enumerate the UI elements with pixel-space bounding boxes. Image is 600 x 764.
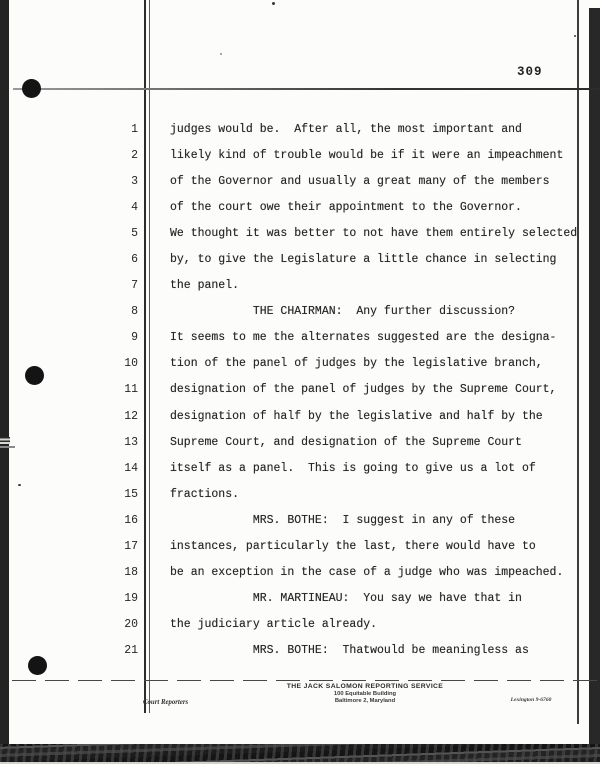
transcript-line (0, 430, 600, 456)
transcript-line (0, 351, 600, 377)
line-text: be an exception in the case of a judge who was impeached. (170, 565, 564, 579)
line-number: 18 (124, 565, 138, 579)
scan-speck (220, 53, 222, 55)
line-number: 15 (124, 487, 138, 501)
line-text: MR. MARTINEAU: You say we have that in (170, 591, 522, 605)
transcript-line (0, 456, 600, 482)
transcript-body (0, 117, 600, 664)
reporting-service-name: THE JACK SALOMON REPORTING SERVICE (286, 683, 444, 690)
line-text: the panel. (170, 279, 240, 293)
transcript-line (0, 534, 600, 560)
scan-speck (272, 2, 275, 5)
line-text: the judiciary article already. (170, 617, 378, 631)
scan-noise-band (0, 744, 600, 762)
page-number: 309 (517, 65, 543, 79)
transcript-line (0, 560, 600, 586)
line-number: 12 (124, 409, 138, 423)
line-number: 11 (124, 383, 138, 397)
line-text: THE CHAIRMAN: Any further discussion? (170, 305, 516, 319)
reporting-service-address1: 100 Equitable Building (333, 691, 397, 697)
transcript-line (0, 586, 600, 612)
line-number: 20 (124, 617, 138, 631)
line-number: 2 (131, 149, 138, 163)
transcript-line (0, 508, 600, 534)
transcript-line (0, 247, 600, 273)
line-number: 3 (131, 175, 138, 189)
line-text: designation of half by the legislative and half by the (170, 409, 543, 423)
line-text: by, to give the Legislature a little chance in selecting (170, 253, 557, 267)
line-text: It seems to me the alternates suggested are the designa- (170, 331, 557, 345)
phone-number: Lexington 9-6760 (510, 697, 552, 703)
line-number: 21 (124, 643, 138, 657)
line-number: 10 (124, 357, 138, 371)
line-number: 17 (124, 539, 138, 553)
line-number: 5 (131, 227, 138, 241)
transcript-line (0, 143, 600, 169)
line-text: tion of the panel of judges by the legislative branch, (170, 357, 543, 371)
line-number: 19 (124, 591, 138, 605)
line-number: 8 (131, 305, 138, 319)
line-number: 7 (131, 279, 138, 293)
transcript-line (0, 377, 600, 403)
line-text: judges would be. After all, the most important and (170, 123, 522, 136)
line-number: 1 (131, 123, 138, 136)
line-number: 16 (124, 513, 138, 527)
line-number: 9 (131, 331, 138, 345)
line-text: of the Governor and usually a great many of the members (170, 175, 550, 189)
transcript-line (0, 482, 600, 508)
line-text: designation of the panel of judges by the Supreme Court, (170, 383, 557, 397)
transcript-line (0, 638, 600, 664)
punch-hole (22, 79, 41, 98)
line-text: likely kind of trouble would be if it were an impeachment (170, 149, 564, 163)
reporting-service-address2: Baltimore 2, Maryland (334, 698, 396, 704)
line-text: instances, particularly the last, there would have to (170, 539, 536, 553)
line-text: of the court owe their appointment to the Governor. (170, 201, 522, 215)
line-text: itself as a panel. This is going to give us a lot of (170, 461, 536, 475)
line-number: 6 (131, 253, 138, 267)
transcript-line (0, 612, 600, 638)
reporting-service-block (255, 683, 475, 705)
court-reporters-label: Court Reporters (143, 699, 189, 706)
line-number: 4 (131, 201, 138, 215)
line-text: MRS. BOTHE: Thatwould be meaningless as (170, 643, 529, 657)
transcript-line (0, 221, 600, 247)
transcript-line (0, 195, 600, 221)
footer-rule (12, 680, 600, 681)
scan-speck (574, 35, 576, 37)
transcript-line (0, 117, 600, 143)
line-text: fractions. (170, 487, 240, 501)
transcript-line (0, 325, 600, 351)
transcript-line (0, 404, 600, 430)
line-text: Supreme Court, and designation of the Supreme Court (170, 435, 522, 449)
line-text: MRS. BOTHE: I suggest in any of these (170, 513, 516, 527)
transcript-line (0, 273, 600, 299)
header-rule (13, 88, 600, 90)
line-number: 13 (124, 435, 138, 449)
line-text: We thought it was better to not have them entirely selected (170, 227, 578, 241)
transcript-line (0, 299, 600, 325)
transcript-line (0, 169, 600, 195)
line-number: 14 (124, 461, 138, 475)
